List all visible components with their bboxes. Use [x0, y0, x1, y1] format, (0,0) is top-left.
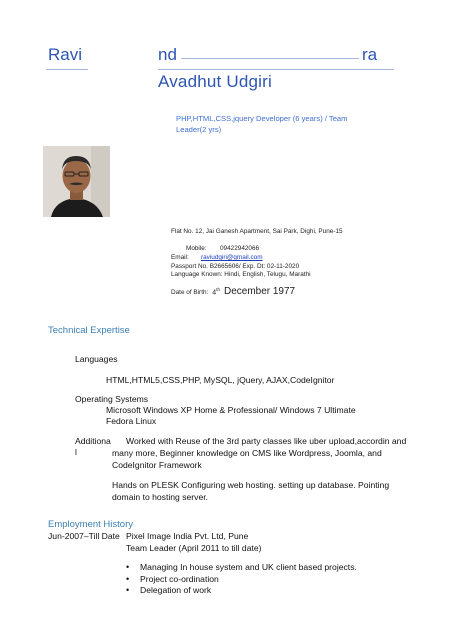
email-label: Email:	[171, 254, 189, 261]
name-first-part: Ravi	[48, 45, 83, 64]
employment-period: Jun-2007–Till Date	[48, 531, 120, 541]
os-line-2: Fedora Linux	[106, 416, 157, 426]
additional-line-2: many more, Beginner knowledge on CMS like Wordpress, Joomla, and	[112, 448, 382, 458]
name-rule-middle	[181, 58, 359, 59]
employment-position: Team Leader (April 2011 to till date)	[126, 543, 262, 553]
os-label: Operating Systems	[75, 394, 149, 404]
dob-label: Date of Birth:	[171, 289, 209, 297]
role-line-1: PHP,HTML,CSS,jquery Developer (6 years) / Team	[176, 114, 348, 123]
mobile-label: Mobile:	[186, 245, 207, 252]
address: Flat No. 12, Jai Ganesh Apartment, Sai Park, Dighi, Pune-15	[171, 228, 343, 235]
list-item: • Project co-ordination	[126, 574, 426, 586]
additional-line-1: Worked with Reuse of the 3rd party classes like uber upload,accordin and	[126, 436, 407, 446]
additional-line-3: CodeIgnitor Framework	[112, 460, 202, 470]
languages-known: Language Known: Hindi, English, Telugu, Marathi	[171, 271, 311, 278]
additional-label-2: l	[75, 447, 77, 457]
profile-photo	[43, 146, 110, 217]
additional-label-1: Additiona	[75, 436, 111, 446]
email-link[interactable]: raviudgiri@gmail.com	[201, 254, 263, 261]
employment-company: Pixel Image India Pvt. Ltd, Pune	[126, 531, 249, 541]
list-item: • Managing In house system and UK client based projects.	[126, 562, 426, 574]
name-rule-bottom	[158, 69, 394, 70]
dob-day: 4th	[212, 287, 220, 297]
section-title-employment: Employment History	[48, 519, 133, 530]
date-of-birth	[171, 286, 295, 298]
passport: Passport No. B2665606/ Exp. Dt: 02-11-2020	[171, 263, 300, 270]
name-middle-part: nd	[158, 45, 177, 64]
employment-duties-list	[126, 562, 426, 597]
additional-line-4: Hands on PLESK Configuring web hosting. setting up database. Pointing	[112, 480, 390, 490]
languages-value: HTML,HTML5,CSS,PHP, MySQL, jQuery, AJAX,CodeIgnitor	[106, 375, 335, 385]
dob-month-year: December 1977	[223, 286, 296, 298]
mobile-value: 09422942066	[220, 245, 260, 252]
person-portrait-icon	[43, 146, 110, 217]
full-name: Avadhut Udgiri	[158, 72, 272, 91]
additional-line-5: domain to hosting server.	[112, 492, 209, 502]
section-title-technical: Technical Expertise	[48, 325, 130, 336]
list-item: • Delegation of work	[126, 585, 426, 597]
role-line-2: Leader(2 yrs)	[176, 125, 222, 134]
os-line-1: Microsoft Windows XP Home & Professional/ Windows 7 Ultimate	[106, 405, 356, 415]
languages-label: Languages	[75, 354, 118, 364]
name-underline-short	[46, 69, 88, 70]
name-last-part: ra	[362, 45, 378, 64]
